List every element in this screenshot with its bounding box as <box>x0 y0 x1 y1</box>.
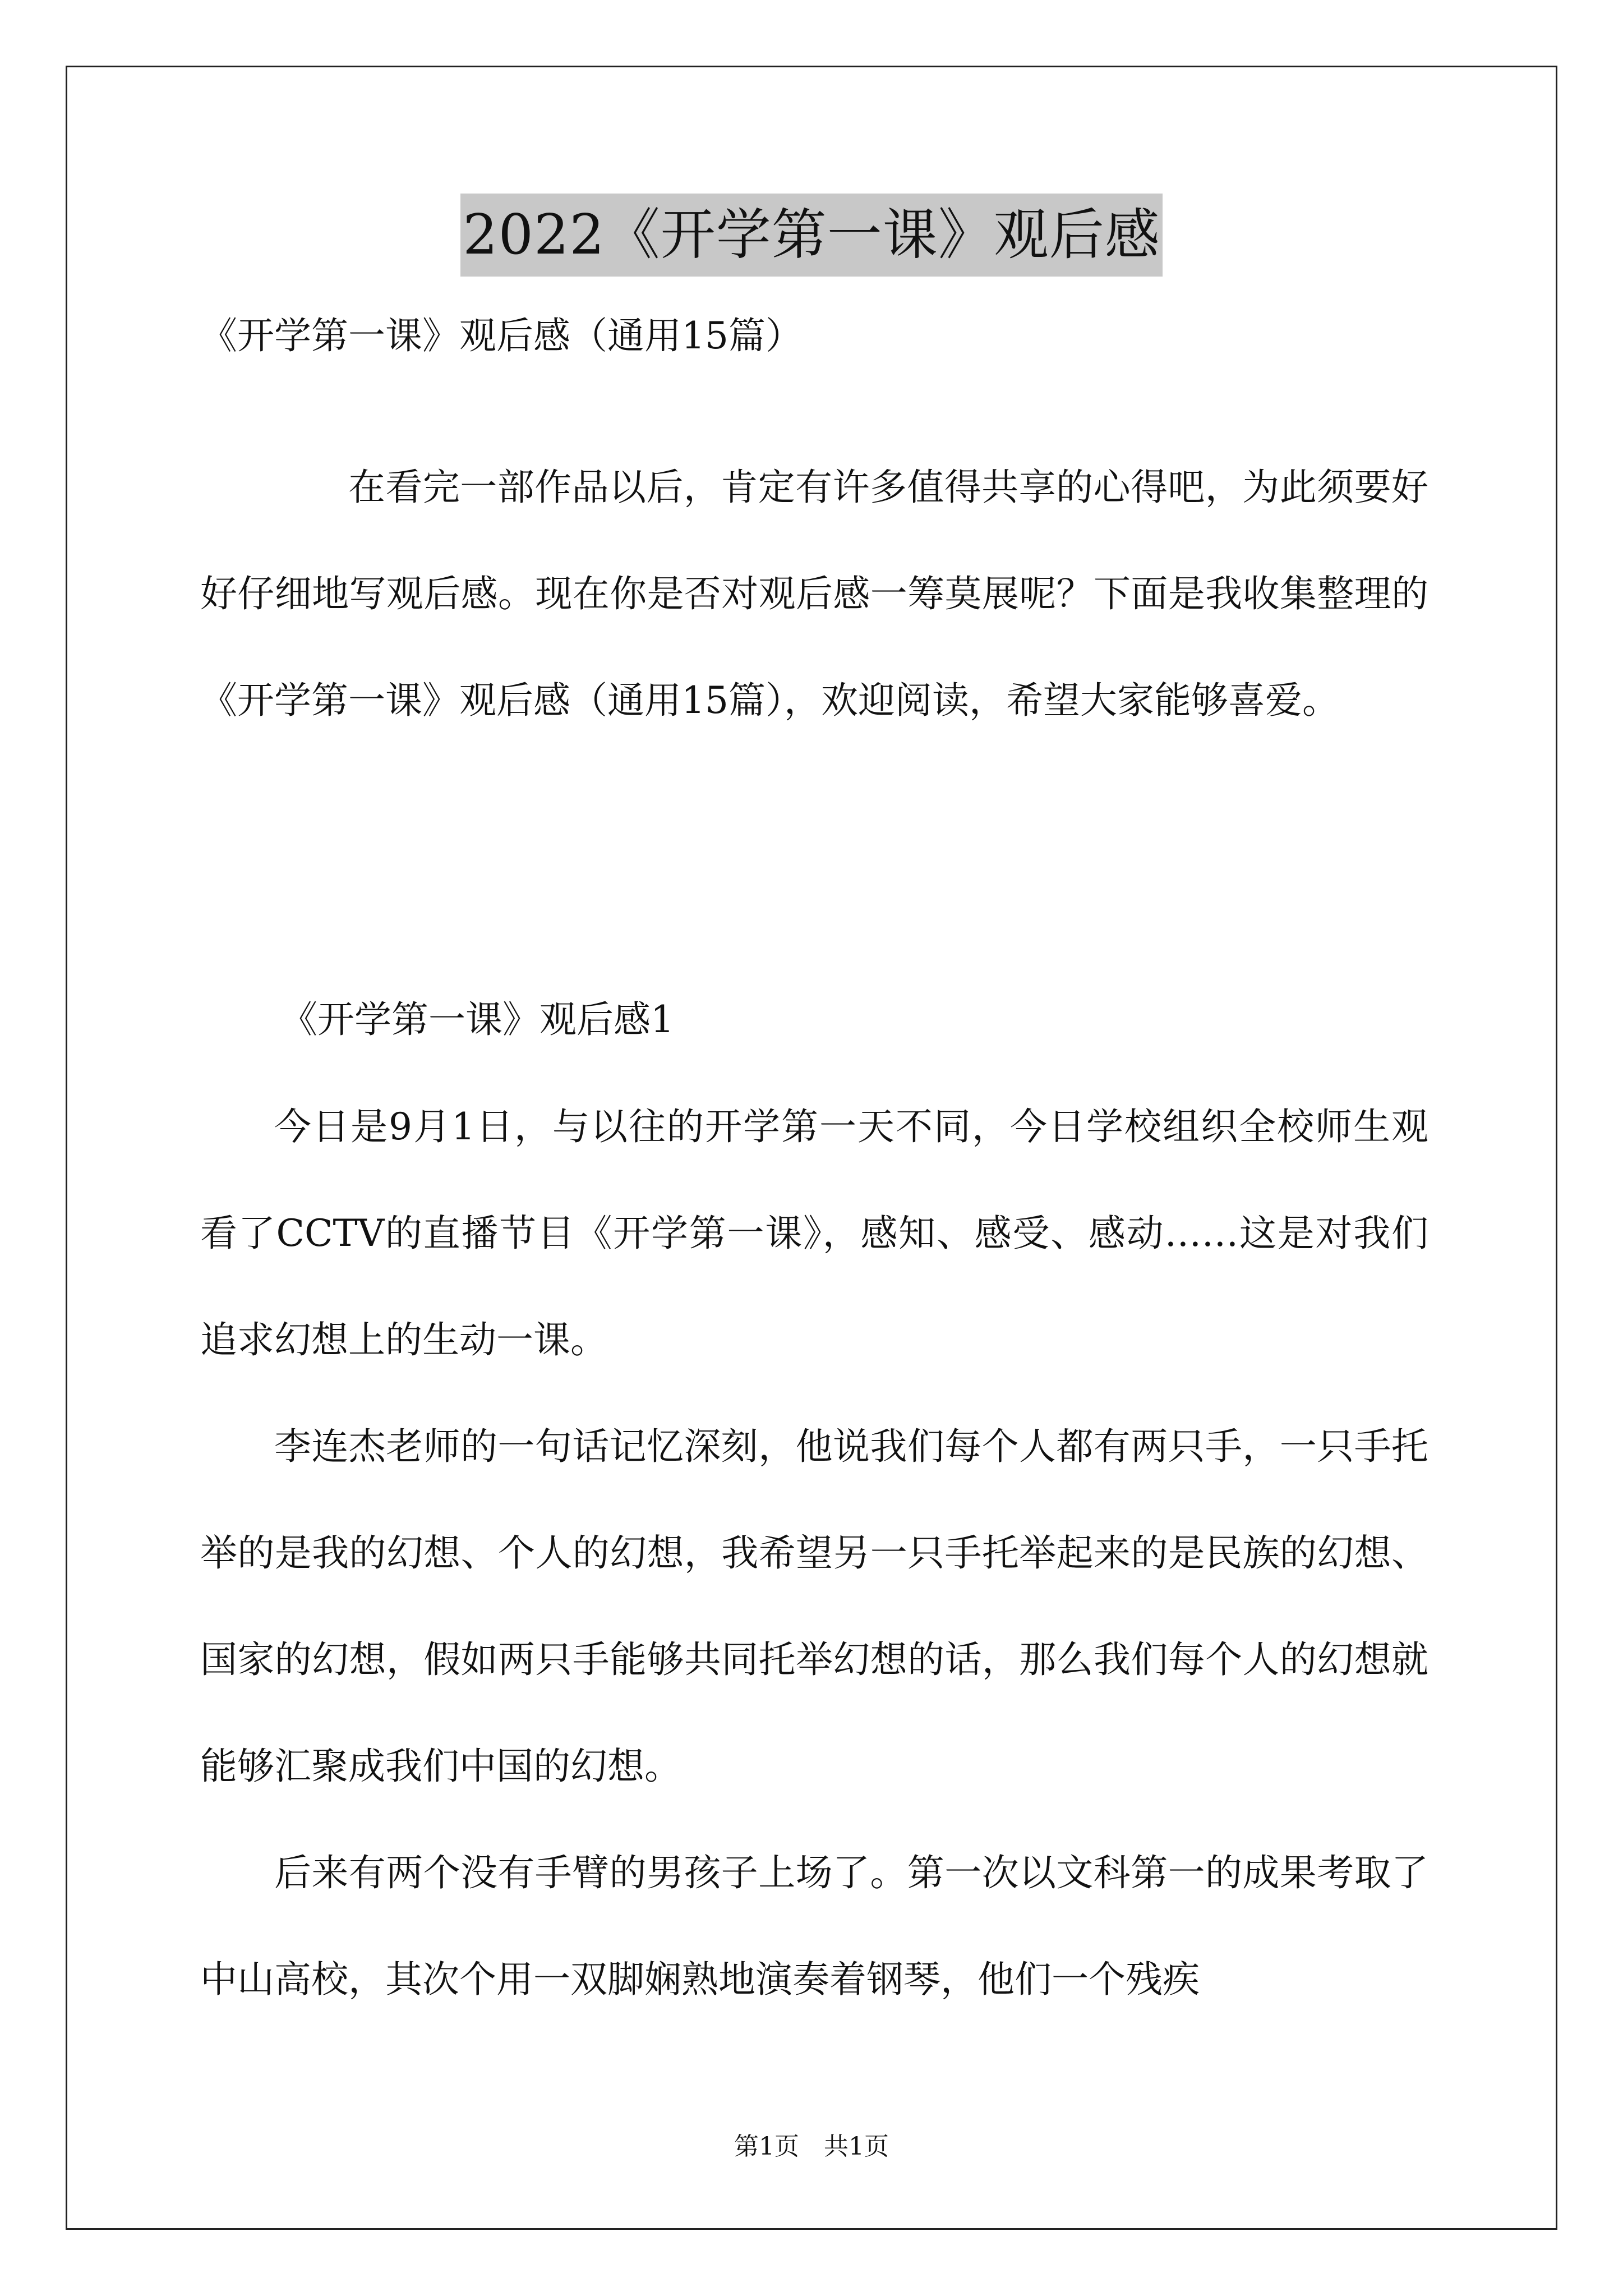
document-subtitle: 《开学第一课》观后感（通用15篇） <box>200 314 803 357</box>
intro-paragraph: 在看完一部作品以后，肯定有许多值得共享的心得吧，为此须要好好仔细地写观后感。现在你是否对观后感一筹莫展呢？下面是我收集整理的《开学第一课》观后感（通用15篇），欢迎阅读，希望大家能够喜爱。 <box>200 466 1428 722</box>
page-footer: 第1页 共1页 <box>734 2132 889 2161</box>
title-container <box>0 194 1623 277</box>
body-paragraph-1: 今日是9月1日，与以往的开学第一天不同，今日学校组织全校师生观看了CCTV的直播节目《开学第一课》，感知、感受、感动……这是对我们追求幻想上的生动一课。 <box>200 1105 1428 1361</box>
section-heading: 《开学第一课》观后感1 <box>280 998 674 1041</box>
body-paragraph-3: 后来有两个没有手臂的男孩子上场了。第一次以文科第一的成果考取了中山高校，其次个用一双脚娴熟地演奏着钢琴，他们一个残疾 <box>200 1851 1428 2001</box>
body-paragraph-2: 李连杰老师的一句话记忆深刻，他说我们每个人都有两只手，一只手托举的是我的幻想、个人的幻想，我希望另一只手托举起来的是民族的幻想、国家的幻想，假如两只手能够共同托举幻想的话，那么我们每个人的幻想就能够汇聚成我们中国的幻想。 <box>200 1425 1428 1788</box>
document-title: 2022《开学第一课》观后感 <box>460 194 1162 277</box>
